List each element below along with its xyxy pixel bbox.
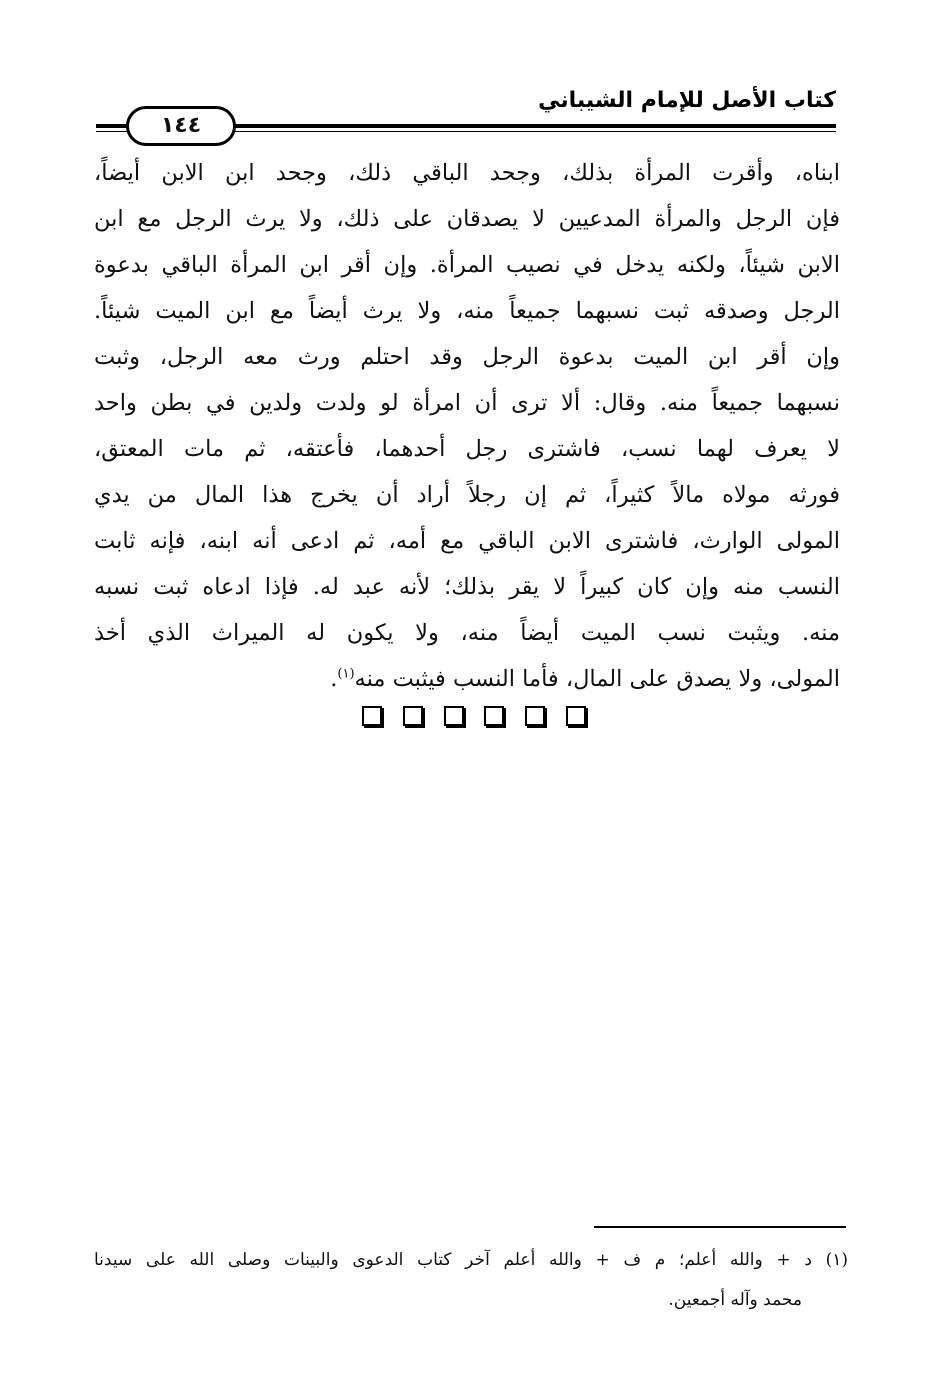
footnote-line: (١) د + والله أعلم؛ م ف + والله أعلم آخر كتاب الدعوى والبينات وصلى الله على سيدنا: [94, 1250, 848, 1270]
text-line: منه. ويثبت نسب الميت أيضاً منه، ولا يكون له الميراث الذي أخذ: [94, 620, 840, 646]
footnotes: [94, 1240, 848, 1320]
text-line: ابناه، وأقرت المرأة بذلك، وجحد الباقي ذلك، وجحد ابن الابن أيضاً،: [94, 160, 840, 186]
square-ornament-icon: [403, 706, 423, 726]
text-line-last: [94, 656, 840, 702]
final-period: .: [330, 666, 338, 692]
text-line: الابن شيئاً، ولكنه يدخل في نصيب المرأة. وإن أقر ابن المرأة الباقي بدعوة: [94, 252, 840, 278]
square-ornament-icon: [362, 706, 382, 726]
last-line-text: المولى، ولا يصدق على المال، فأما النسب فيثبت منه: [354, 666, 840, 692]
square-ornament-icon: [525, 706, 545, 726]
footnote-line: محمد وآله أجمعين.: [668, 1290, 802, 1310]
text-line: لا يعرف لهما نسب، فاشترى رجل أحدهما، فأعتقه، ثم مات المعتق،: [94, 436, 840, 462]
footnote-reference[interactable]: (١): [337, 666, 355, 682]
book-title: كتاب الأصل للإمام الشيباني: [538, 88, 836, 113]
section-end-ornament: [362, 706, 586, 730]
text-line: نسبهما جميعاً منه. وقال: ألا ترى أن امرأة لو ولدت ولدين في بطن واحد: [94, 390, 840, 416]
text-line: وإن أقر ابن الميت بدعوة الرجل وقد احتلم ورث معه الرجل، وثبت: [94, 344, 840, 370]
text-line: النسب منه وإن كان كبيراً لا يقر بذلك؛ لأنه عبد له. فإذا ادعاه ثبت نسبه: [94, 574, 840, 600]
text-line: فورثه مولاه مالاً كثيراً، ثم إن رجلاً أراد أن يخرج هذا المال من يدي: [94, 482, 840, 508]
page-number: ١٤٤: [126, 106, 236, 146]
footnote-separator: [594, 1226, 846, 1228]
square-ornament-icon: [444, 706, 464, 726]
text-line: فإن الرجل والمرأة المدعيين لا يصدقان على ذلك، ولا يرث الرجل مع ابن: [94, 206, 840, 232]
text-line: المولى الوارث، فاشترى الابن الباقي مع أمه، ثم ادعى أنه ابنه، فإنه ثابت: [94, 528, 840, 554]
square-ornament-icon: [484, 706, 504, 726]
body-text: [94, 150, 840, 702]
text-line: الرجل وصدقه ثبت نسبهما جميعاً منه، ولا يرث أيضاً مع ابن الميت شيئاً.: [94, 298, 840, 324]
square-ornament-icon: [566, 706, 586, 726]
